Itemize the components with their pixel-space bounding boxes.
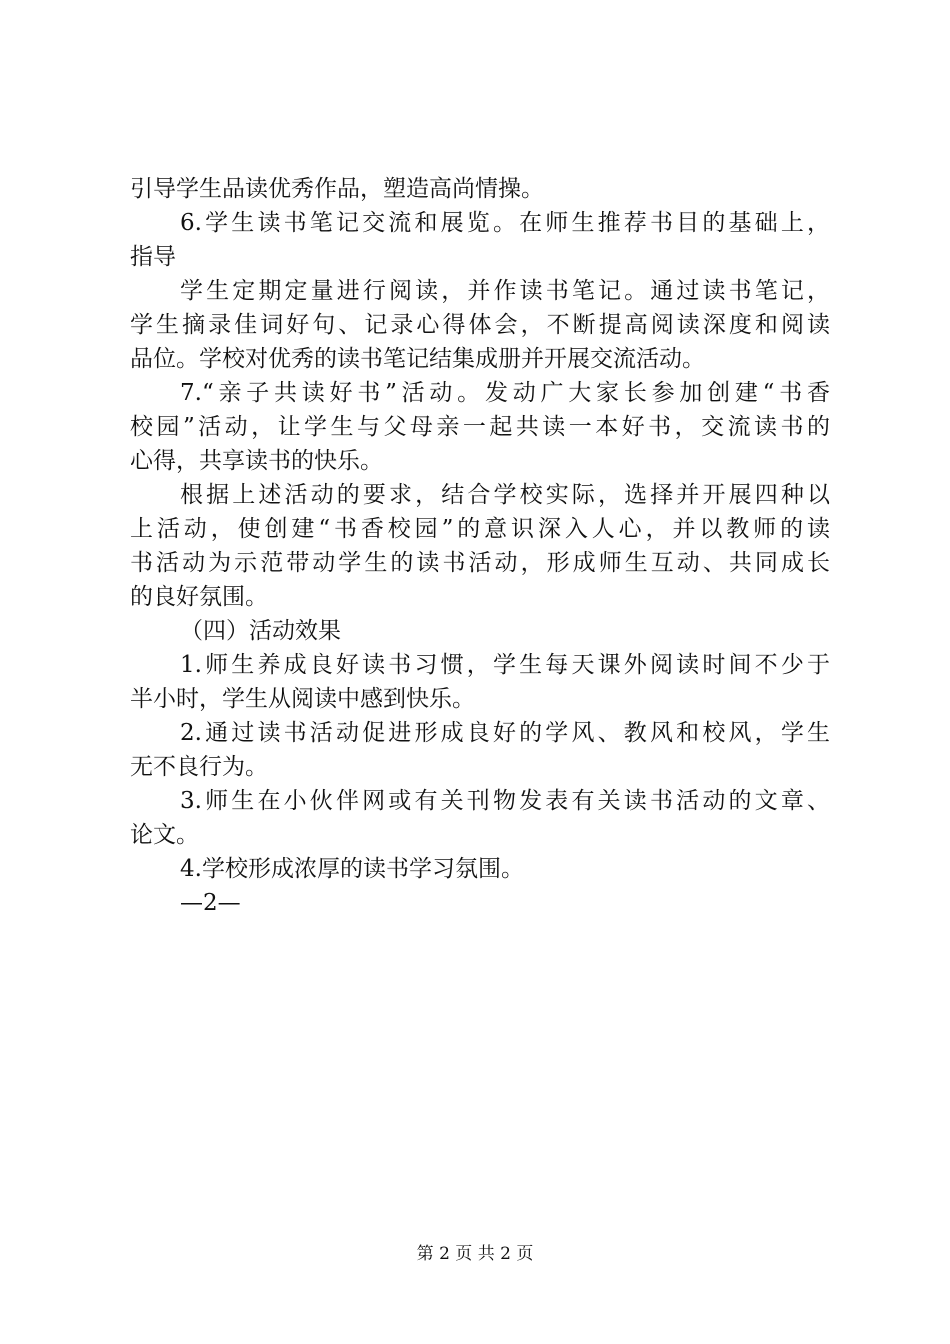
text-line: （四）活动效果: [180, 618, 341, 644]
text-line: 引导学生品读优秀作品，塑造高尚情操。: [130, 176, 544, 202]
text-line: 心得，共享读书的快乐。: [130, 448, 383, 474]
text-line: 书活动为示范带动学生的读书活动，形成师生互动、共同成长: [130, 550, 830, 576]
text-line: 6.学生读书笔记交流和展览。在师生推荐书目的基础上，: [180, 210, 830, 236]
page-footer: 第 2 页 共 2 页: [416, 1244, 534, 1264]
text-line: 校园”活动，让学生与父母亲一起共读一本好书，交流读书的: [130, 414, 830, 440]
text-line: 上活动，使创建“书香校园”的意识深入人心，并以教师的读: [130, 516, 830, 542]
text-line: 学生定期定量进行阅读，并作读书笔记。通过读书笔记，: [180, 278, 830, 304]
text-line: 无不良行为。: [130, 754, 268, 780]
text-line: 2.通过读书活动促进形成良好的学风、教风和校风，学生: [180, 720, 830, 746]
text-line: —2—: [180, 890, 241, 916]
text-line: 指导: [130, 244, 176, 270]
text-line: 3.师生在小伙伴网或有关刊物发表有关读书活动的文章、: [180, 788, 830, 814]
document-body: [130, 172, 830, 920]
text-line: 学生摘录佳词好句、记录心得体会，不断提高阅读深度和阅读: [130, 312, 830, 338]
text-line: 论文。: [130, 822, 199, 848]
text-line: 7.“亲子共读好书”活动。发动广大家长参加创建“书香: [180, 380, 830, 406]
text-line: 根据上述活动的要求，结合学校实际，选择并开展四种以: [180, 482, 830, 508]
text-line: 4.学校形成浓厚的读书学习氛围。: [180, 856, 524, 882]
text-line: 的良好氛围。: [130, 584, 268, 610]
text-line: 1.师生养成良好读书习惯，学生每天课外阅读时间不少于: [180, 652, 830, 678]
text-line: 半小时，学生从阅读中感到快乐。: [130, 686, 475, 712]
text-line: 品位。学校对优秀的读书笔记结集成册并开展交流活动。: [130, 346, 705, 372]
